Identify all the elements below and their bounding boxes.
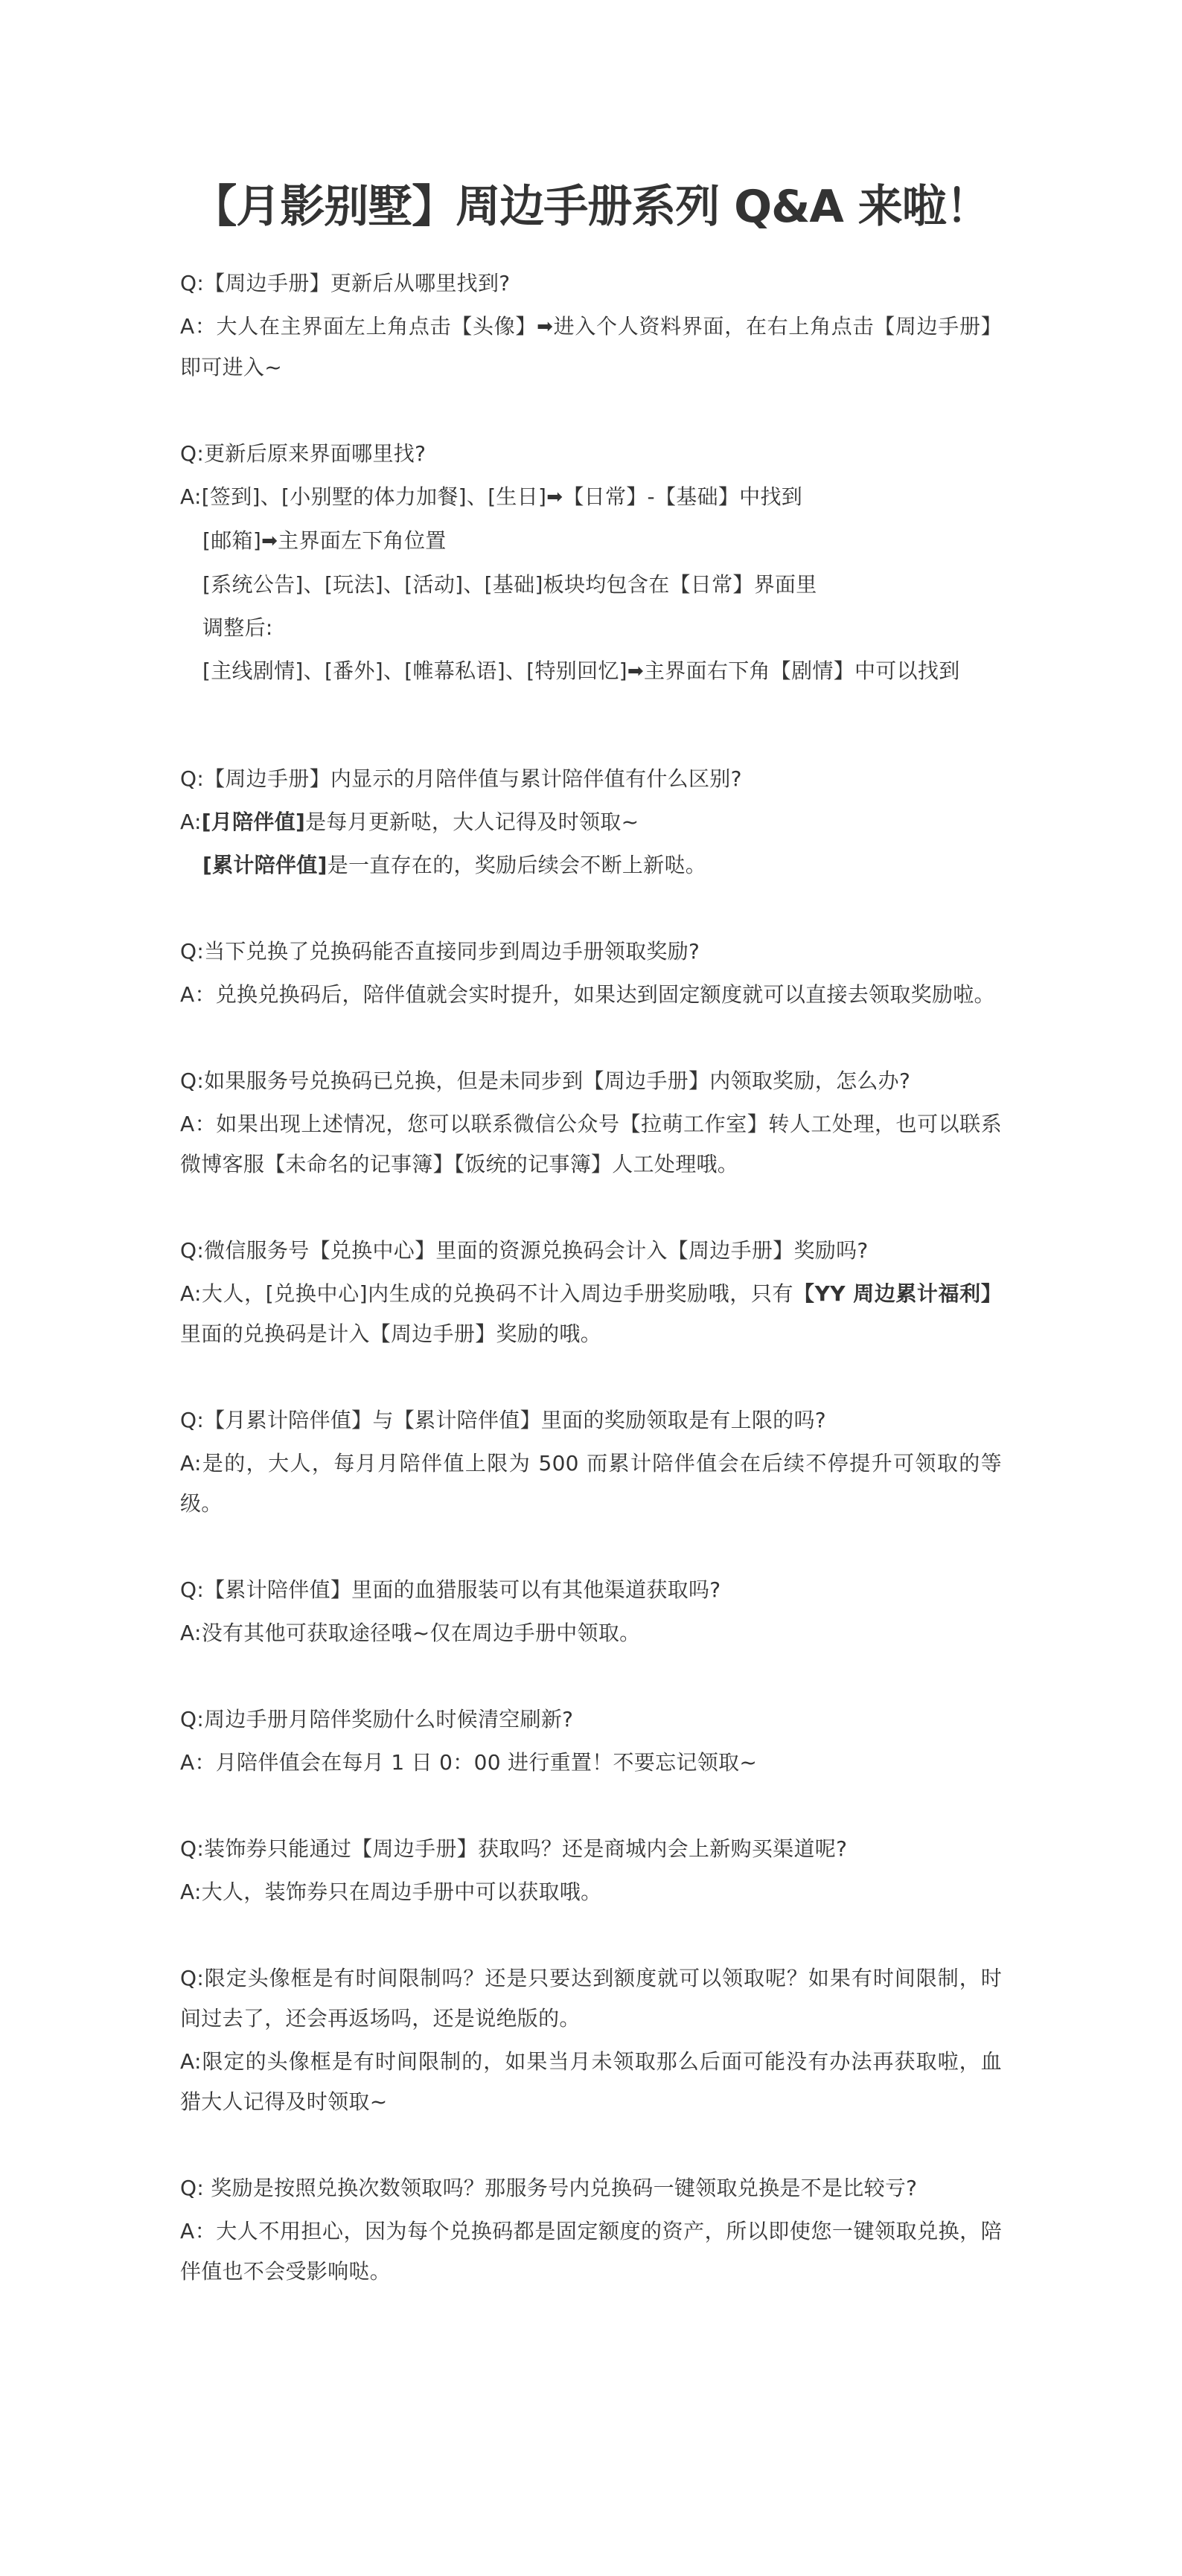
- question-text: Q: 奖励是按照兑换次数领取吗？那服务号内兑换码一键领取兑换是不是比较亏?: [180, 2176, 918, 2200]
- right-arrow-icon: ➡: [546, 486, 563, 508]
- question-text: Q:【累计陪伴值】里面的血猎服装可以有其他渠道获取吗?: [180, 1577, 721, 1602]
- question-text: Q:限定头像框是有时间限制吗？还是只要达到额度就可以领取呢？如果有时间限制，时间过去了，还会再返场吗，还是说绝版的。: [180, 1966, 1002, 2031]
- answer-line: [180, 802, 1002, 842]
- question-text: Q:【周边手册】内显示的月陪伴值与累计陪伴值有什么区别?: [180, 766, 742, 791]
- answer-line: [180, 565, 1002, 605]
- answer-text: [系统公告]、[玩法]、[活动]、[基础]板块均包含在【日常】界面里: [202, 572, 817, 597]
- answer-text: A:限定的头像框是有时间限制的，如果当月未领取那么后面可能没有办法再获取啦，血猎大人记得及时领取~: [180, 2049, 1002, 2114]
- answer-text: [主线剧情]、[番外]、[帷幕私语]、[特别回忆]: [202, 659, 627, 683]
- question-text: Q:【周边手册】更新后从哪里找到?: [180, 271, 511, 295]
- highlight-text: [月陪伴值]: [201, 810, 306, 834]
- answer-line: [180, 2211, 1002, 2292]
- answer-text: 【日常】-【基础】中找到: [563, 484, 803, 509]
- answer-line: [180, 307, 1002, 388]
- answer-text: A:: [180, 810, 202, 834]
- answer-line: [180, 1872, 1002, 1912]
- qa-block: [180, 263, 1002, 388]
- question-text: Q:当下兑换了兑换码能否直接同步到周边手册领取奖励?: [180, 939, 700, 964]
- qa-block: [180, 434, 1002, 692]
- highlight-text: [累计陪伴值]: [202, 853, 328, 877]
- qa-block: [180, 932, 1002, 1015]
- qa-block: [180, 1061, 1002, 1185]
- answer-text: A:大人，[兑换中心]内生成的兑换码不计入周边手册奖励哦，只有: [180, 1281, 794, 1306]
- qa-block: [180, 1958, 1002, 2122]
- answer-line: [180, 608, 1002, 648]
- qa-block: [180, 1570, 1002, 1653]
- answer-text: A:大人，装饰券只在周边手册中可以获取哦。: [180, 1880, 602, 1904]
- answer-text: A：大人在主界面左上角点击【头像】: [180, 314, 537, 339]
- answer-text: 里面的兑换码是计入【周边手册】奖励的哦。: [180, 1321, 602, 1346]
- answer-text: 是一直存在的，奖励后续会不断上新哒。: [327, 853, 707, 877]
- answer-text: 主界面左下角位置: [278, 528, 447, 553]
- qa-block: [180, 1400, 1002, 1524]
- right-arrow-icon: ➡: [627, 660, 644, 682]
- answer-text: 是每月更新哒，大人记得及时领取~: [305, 810, 639, 834]
- question-text: Q:【月累计陪伴值】与【累计陪伴值】里面的奖励领取是有上限的吗?: [180, 1408, 826, 1432]
- qa-block: [180, 1829, 1002, 1912]
- answer-line: [180, 651, 1002, 692]
- answer-line: [180, 2042, 1002, 2122]
- qa-list: [180, 263, 1002, 2292]
- answer-line: [180, 845, 1002, 885]
- qa-block: [180, 1699, 1002, 1783]
- answer-text: A：兑换兑换码后，陪伴值就会实时提升，如果达到固定额度就可以直接去领取奖励啦。: [180, 982, 995, 1007]
- article: [180, 170, 1002, 2338]
- answer-text: 主界面右下角【剧情】中可以找到: [644, 659, 960, 683]
- page-title: 【月影别墅】周边手册系列 Q&A 来啦！: [192, 181, 990, 233]
- question-text: Q:如果服务号兑换码已兑换，但是未同步到【周边手册】内领取奖励，怎么办?: [180, 1068, 911, 1093]
- question-text: Q:更新后原来界面哪里找?: [180, 441, 427, 466]
- answer-text: A:没有其他可获取途径哦~仅在周边手册中领取。: [180, 1621, 641, 1645]
- answer-text: [邮箱]: [202, 528, 262, 553]
- answer-line: [180, 1743, 1002, 1783]
- answer-text: A：大人不用担心，因为每个兑换码都是固定额度的资产，所以即使您一键领取兑换，陪伴值也不会受影响哒。: [180, 2219, 1002, 2284]
- qa-block: [180, 1231, 1002, 1354]
- answer-text: A:是的，大人，每月月陪伴值上限为 500 而累计陪伴值会在后续不停提升可领取的等级。: [180, 1451, 1002, 1516]
- right-arrow-icon: ➡: [261, 530, 278, 552]
- answer-line: [180, 975, 1002, 1015]
- question-text: Q:装饰券只能通过【周边手册】获取吗？还是商城内会上新购买渠道呢?: [180, 1836, 848, 1861]
- answer-line: [180, 1613, 1002, 1653]
- answer-text: A：月陪伴值会在每月 1 日 0：00 进行重置！不要忘记领取~: [180, 1750, 758, 1775]
- answer-line: [180, 1444, 1002, 1524]
- question-text: Q:微信服务号【兑换中心】里面的资源兑换码会计入【周边手册】奖励吗?: [180, 1238, 869, 1263]
- answer-text: A:[签到]、[小别墅的体力加餐]、[生日]: [180, 484, 547, 509]
- qa-block: [180, 759, 1002, 885]
- question-text: Q:周边手册月陪伴奖励什么时候清空刷新?: [180, 1707, 574, 1731]
- answer-line: [180, 477, 1002, 518]
- qa-block: [180, 2168, 1002, 2292]
- answer-line: [180, 1104, 1002, 1185]
- answer-text: A：如果出现上述情况，您可以联系微信公众号【拉萌工作室】转人工处理，也可以联系微博客服【未命名的记事簿】【饭统的记事簿】人工处理哦。: [180, 1112, 1002, 1176]
- answer-line: [180, 1274, 1002, 1354]
- highlight-text: 【YY 周边累计福利】: [793, 1281, 1002, 1306]
- answer-text: 调整后:: [202, 615, 273, 640]
- answer-text: 进入个人资料界面，在右上角点击【周边手册】即可进入~: [180, 314, 1002, 379]
- right-arrow-icon: ➡: [537, 315, 554, 338]
- answer-line: [180, 521, 1002, 562]
